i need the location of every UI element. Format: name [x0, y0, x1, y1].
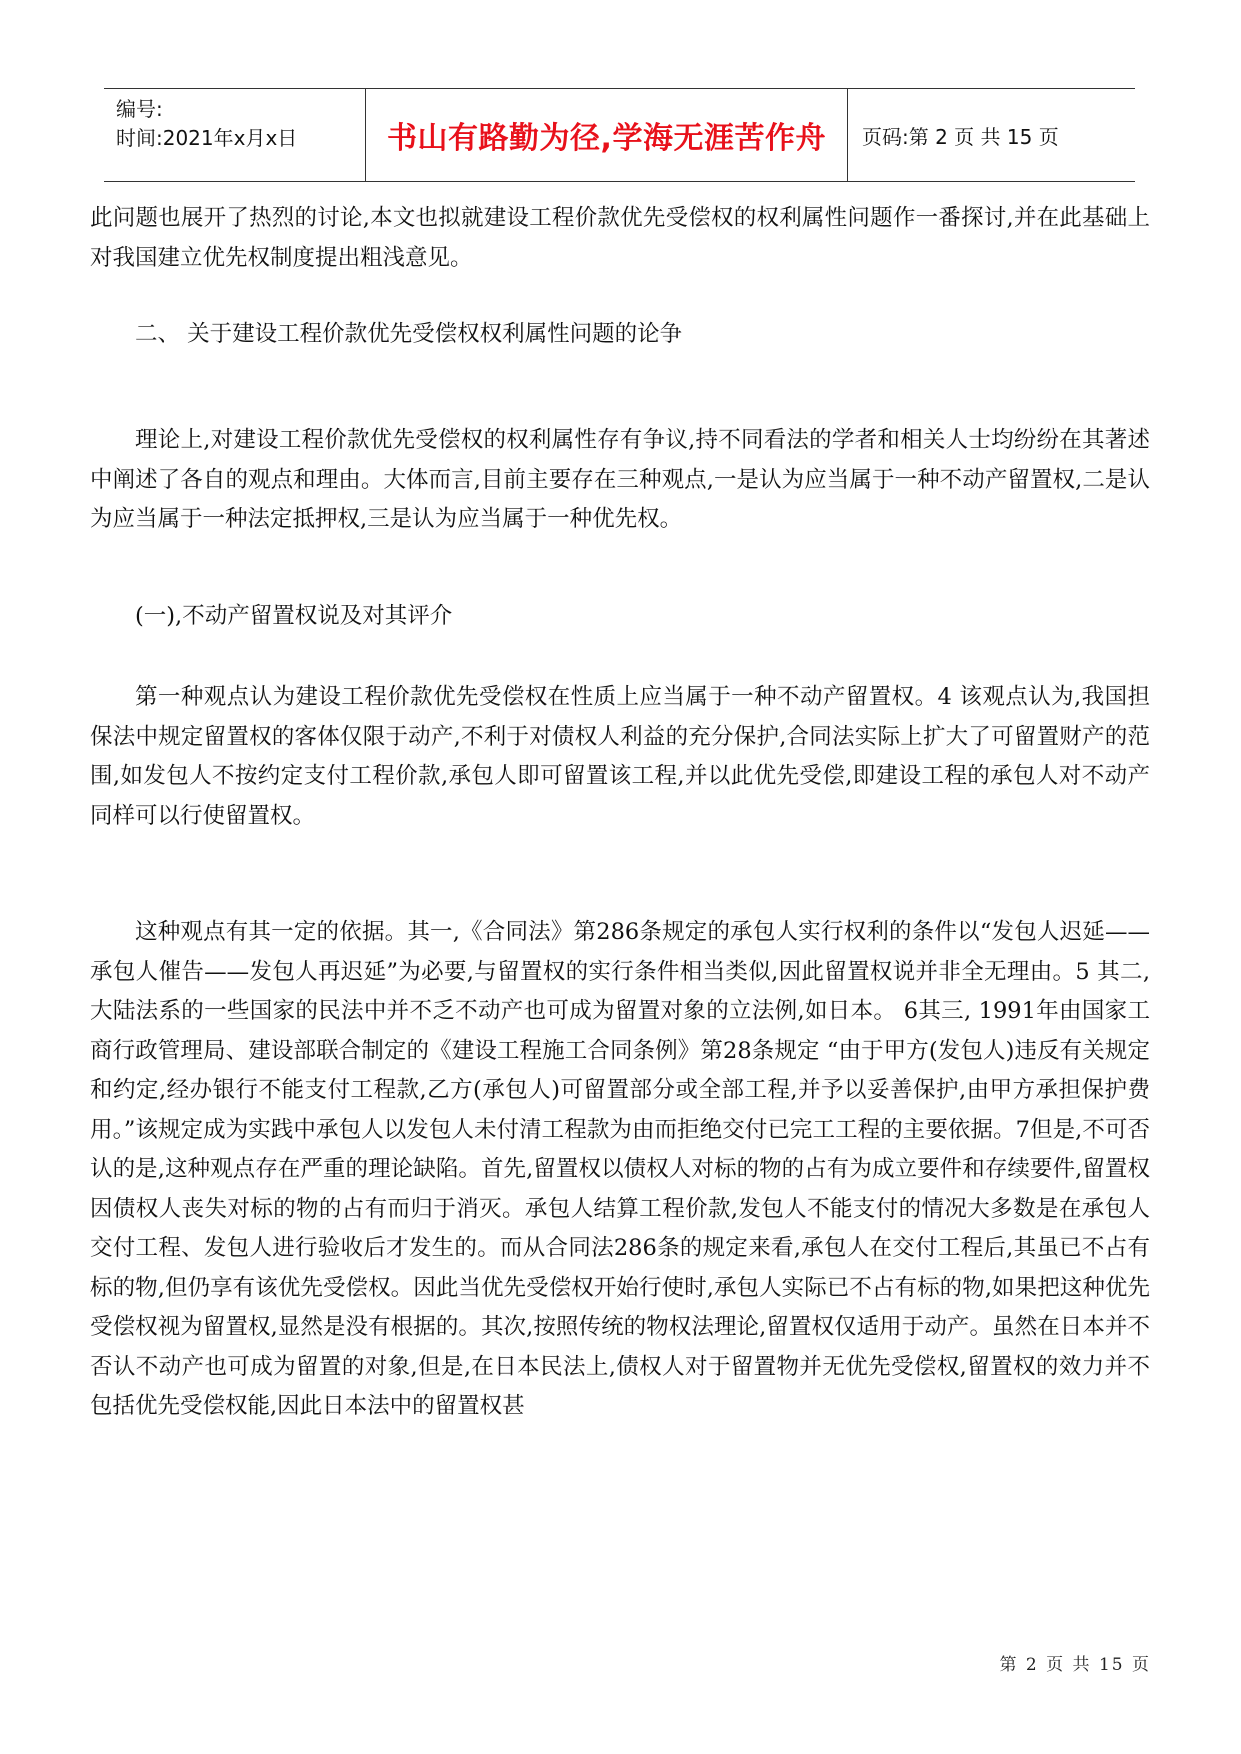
page-header — [104, 88, 1135, 182]
heading-text: (一),不动产留置权说及对其评介 — [135, 603, 453, 629]
paragraph-text: 此问题也展开了热烈的讨论,本文也拟就建设工程价款优先受偿权的权利属性问题作一番探讨,并在此基础上对我国建立优先权制度提出粗浅意见。 — [90, 205, 1150, 271]
paragraph-3 — [90, 678, 1150, 836]
header-motto: 书山有路勤为径,学海无涯苦作舟 — [387, 121, 826, 156]
paragraph-text: 第一种观点认为建设工程价款优先受偿权在性质上应当属于一种不动产留置权。4 该观点认为,我国担保法中规定留置权的客体仅限于动产,不利于对债权人利益的充分保护,合同法实际上扩大了可留置财产的范围,如发包人不按约定支付工程价款,承包人即可留置该工程,并以此优先受偿,即建设工程的承包人对不动产同样可以行使留置权。 — [90, 684, 1150, 829]
paragraph-1 — [90, 199, 1150, 278]
document-number-label: 编号: — [116, 97, 163, 121]
paragraph-4 — [90, 913, 1150, 1427]
paragraph-text: 这种观点有其一定的依据。其一,《合同法》第286条规定的承包人实行权利的条件以“发包人迟延——承包人催告——发包人再迟延”为必要,与留置权的实行条件相当类似,因此留置权说并非全无理由。5 其二,大陆法系的一些国家的民法中并不乏不动产也可成为留置对象的立法例,如日本。 6其三, 1991年由国家工商行政管理局、建设部联合制定的《建设工程施工合同条例》第28条规定 “由于甲方(发包人)违反有关规定和约定,经办银行不能支付工程款,乙方(承包人)可留置部分或全部工程,并予以妥善保护,由甲方承担保护费用。”该规定成为实践中承包人以发包人未付清工程款为由而拒绝交付已完工工程的主要依据。7但是,不可否认的是,这种观点存在严重的理论缺陷。首先,留置权以债权人对标的物的占有为成立要件和存续要件,留置权因债权人丧失对标的物的占有而归于消灭。承包人结算工程价款,发包人不能支付的情况大多数是在承包人交付工程、发包人进行验收后才发生的。而从合同法286条的规定来看,承包人在交付工程后,其虽已不占有标的物,但仍享有该优先受偿权。因此当优先受偿权开始行使时,承包人实际已不占有标的物,如果把这种优先受偿权视为留置权,显然是没有根据的。其次,按照传统的物权法理论,留置权仅适用于动产。虽然在日本并不否认不动产也可成为留置的对象,但是,在日本民法上,债权人对于留置物并无优先受偿权,留置权的效力并不包括优先受偿权能,因此日本法中的留置权甚 — [90, 919, 1150, 1419]
heading-text: 二、 关于建设工程价款优先受偿权权利属性问题的论争 — [135, 321, 683, 347]
paragraph-2 — [90, 421, 1150, 540]
section-heading-2 — [90, 315, 1150, 355]
page-footer: 第 2 页 共 15 页 — [999, 1655, 1151, 1675]
header-divider-right — [847, 89, 848, 181]
header-info — [116, 95, 297, 153]
subsection-heading-1 — [90, 597, 1150, 637]
header-page-code: 页码:第 2 页 共 15 页 — [862, 124, 1059, 149]
paragraph-text: 理论上,对建设工程价款优先受偿权的权利属性存有争议,持不同看法的学者和相关人士均纷纷在其著述中阐述了各自的观点和理由。大体而言,目前主要存在三种观点,一是认为应当属于一种不动产留置权,二是认为应当属于一种法定抵押权,三是认为应当属于一种优先权。 — [90, 427, 1150, 532]
document-time-label: 时间:2021年x月x日 — [116, 126, 298, 150]
